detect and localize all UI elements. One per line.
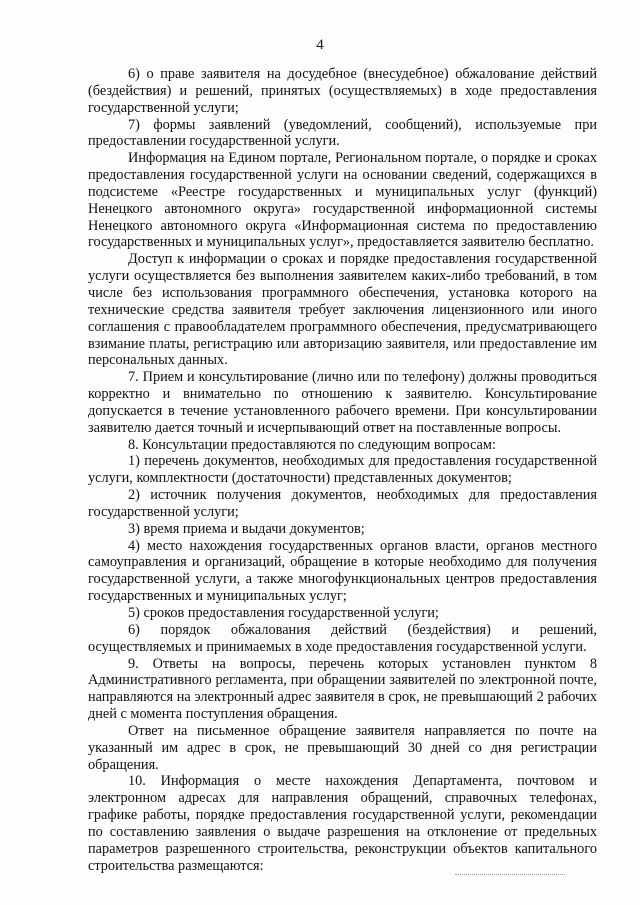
scan-artifact-line [455,874,565,875]
paragraph-7-forms: 7) формы заявлений (уведомлений, сообщений), используемые при предоставлении государственной услуги. [88,116,597,150]
page-number: 4 [316,37,324,53]
paragraph-written-answer: Ответ на письменное обращение заявителя направляется по почте на указанный им адрес в срок, не превышающий 30 дней со дня регистрации обращения. [88,722,597,773]
list-item-6-appeal-procedure: 6) порядок обжалования действий (бездействия) и решений, осуществляемых и принимаемых в ходе предоставления государственной услуги. [88,621,597,655]
list-item-3-time: 3) время приема и выдачи документов; [128,520,365,537]
list-item-2-sources: 2) источник получения документов, необходимых для предоставления государственной услуги; [88,487,597,520]
list-item-4-location: 4) место нахождения государственных органов власти, органов местного самоуправления и организаций, обращение в которые необходимо для получения государственной услуги, а также многофункциональных центров предоставления государственных и муниципальных услуг; [88,537,597,605]
document-body [88,66,597,875]
paragraph-item-10-location-info: 10. Информация о месте нахождения Департамента, почтовом и электронном адресах для направления обращений, справочных телефонах, графике работы, порядке предоставления государственной услуги, рекомендации по составлению заявления о выдаче разрешения на отклонение от предельных параметров разрешенного строительства, реконструкции объектов капитального строительства размещаются: [88,773,597,874]
paragraph-item-7-reception: 7. Прием и консультирование (лично или по телефону) должны проводиться корректно и внимательно по отношению к заявителю. Консультирование допускается в течение установленного рабочего времени. При консультировании заявителю дается точный и исчерпывающий ответ на поставленные вопросы. [88,369,597,436]
paragraph-6-appeal-rights: 6) о праве заявителя на досудебное (внесудебное) обжалование действий (бездействия) и решений, принятых (осуществляемых) в ходе предоставления государственной услуги; [88,66,597,116]
list-item-5-terms: 5) сроков предоставления государственной услуги; [128,605,439,621]
paragraph-portal-info: Информация на Едином портале, Региональном портале, о порядке и сроках предоставления государственной услуги на основании сведений, содержащихся в подсистеме «Реестре государственных и муниципальных услуг (функций) Ненецкого автономного округа» государственной информационной системы Ненецкого автономного округа «Информационная система по предоставлению государственных и муниципальных услуг», предоставляется заявителю бесплатно. [88,150,597,251]
paragraph-item-8-consultations: 8. Консультации предоставляются по следующим вопросам: [128,436,496,453]
paragraph-access-info: Доступ к информации о сроках и порядке предоставления государственной услуги осуществляется без выполнения заявителем каких-либо требований, в том числе без использования программного обеспечения, установка которого на технические средства заявителя требует заключения лицензионного или иного соглашения с правообладателем программного обеспечения, предусматривающего взимание платы, регистрацию или авторизацию заявителя, или предоставление им персональных данных. [88,251,597,369]
list-item-1-documents: 1) перечень документов, необходимых для предоставления государственной услуги, комплектности (достаточности) представленных документов; [88,453,597,487]
paragraph-item-9-email-answers: 9. Ответы на вопросы, перечень которых установлен пунктом 8 Административного регламента, при обращении заявителей по электронной почте, направляются на электронный адрес заявителя в срок, не превышающий 2 рабочих дней с момента поступления обращения. [88,655,597,723]
